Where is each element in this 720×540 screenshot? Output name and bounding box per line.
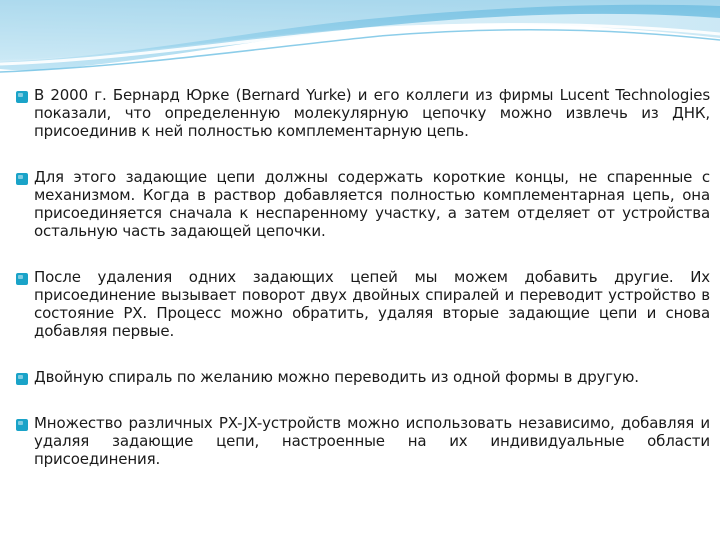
bullet-text: Множество различных PX-JX-устройств можно использовать независимо, добавляя и удаляя задающие цепи, настроенные на их индивидуальные области присоединения. [34, 414, 710, 468]
list-item [16, 268, 710, 340]
list-item [16, 368, 710, 386]
bullet-icon [16, 173, 28, 185]
bullet-icon [16, 273, 28, 285]
bullet-text: Для этого задающие цепи должны содержать короткие концы, не спаренные с механизмом. Когда в раствор добавляется полностью комплементарная цепь, она присоединяется сначала к неспаренному участку, а затем отделяет от устройства остальную часть задающей цепочки. [34, 168, 710, 240]
bullet-text: Двойную спираль по желанию можно переводить из одной формы в другую. [34, 368, 639, 386]
bullet-icon [16, 419, 28, 431]
list-item [16, 168, 710, 240]
bullet-icon [16, 91, 28, 103]
header-wave-decoration [0, 0, 720, 90]
list-item [16, 86, 710, 140]
bullet-text: После удаления одних задающих цепей мы можем добавить другие. Их присоединение вызывает поворот двух двойных спиралей и переводит устройство в состояние PX. Процесс можно обратить, удаляя вторые задающие цепи и снова добавляя первые. [34, 268, 710, 340]
bullet-icon [16, 373, 28, 385]
bullet-list [16, 86, 710, 496]
list-item [16, 414, 710, 468]
bullet-text: В 2000 г. Бернард Юрке (Bernard Yurke) и его коллеги из фирмы Lucent Technologies показали, что определенную молекулярную цепочку можно извлечь из ДНК, присоединив к ней полностью комплементарную цепь. [34, 86, 710, 140]
